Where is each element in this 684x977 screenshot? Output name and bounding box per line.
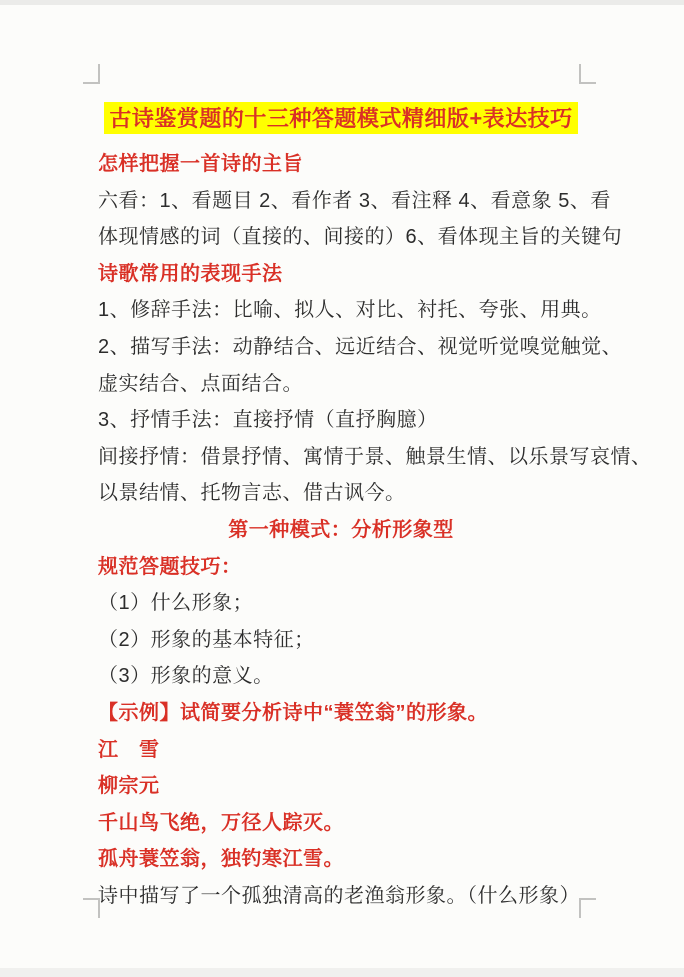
text-line: 柳宗元 xyxy=(98,775,160,798)
text-line: 第一种模式：分析形象型 xyxy=(228,518,454,541)
text-line: 规范答题技巧： xyxy=(98,555,242,578)
text-line: （3）形象的意义。 xyxy=(98,665,274,688)
top-edge-strip xyxy=(0,0,684,5)
page-title-highlight: 古诗鉴赏题的十三种答题模式精细版+表达技巧 xyxy=(104,102,577,134)
text-line: 孤舟蓑笠翁，独钓寒江雪。 xyxy=(98,848,344,871)
page-title xyxy=(98,100,584,141)
text-line: 1、修辞手法：比喻、拟人、对比、衬托、夸张、用典。 xyxy=(98,299,602,322)
text-line: 怎样把握一首诗的主旨 xyxy=(98,153,303,175)
text-line: 江 雪 xyxy=(98,738,160,761)
text-line: 虚实结合、点面结合。 xyxy=(98,372,303,395)
text-line: 以景结情、托物言志、借古讽今。 xyxy=(98,482,406,505)
document-content xyxy=(98,84,652,914)
margin-corner-top-left xyxy=(83,64,100,84)
text-line: 间接抒情：借景抒情、寓情于景、触景生情、以乐景写哀情、 xyxy=(98,445,652,468)
text-line: （2）形象的基本特征； xyxy=(98,628,315,651)
text-line: 六看：1、看题目 2、看作者 3、看注释 4、看意象 5、看 xyxy=(98,189,611,212)
document-body xyxy=(98,146,652,914)
bottom-edge-strip xyxy=(0,968,684,977)
text-line: 【示例】试简要分析诗中“蓑笠翁”的形象。 xyxy=(98,701,488,724)
text-line: 诗歌常用的表现手法 xyxy=(98,262,283,285)
text-line: 千山鸟飞绝，万径人踪灭。 xyxy=(98,811,344,834)
text-line: 3、抒情手法：直接抒情（直抒胸臆） xyxy=(98,409,438,432)
text-line: 2、描写手法：动静结合、远近结合、视觉听觉嗅觉触觉、 xyxy=(98,335,623,358)
margin-corner-top-right xyxy=(579,64,596,84)
text-line: 诗中描写了一个孤独清高的老渔翁形象。（什么形象） xyxy=(98,884,580,907)
text-line: （1）什么形象； xyxy=(98,592,254,615)
text-line: 体现情感的词（直接的、间接的）6、看体现主旨的关键句 xyxy=(98,226,623,249)
